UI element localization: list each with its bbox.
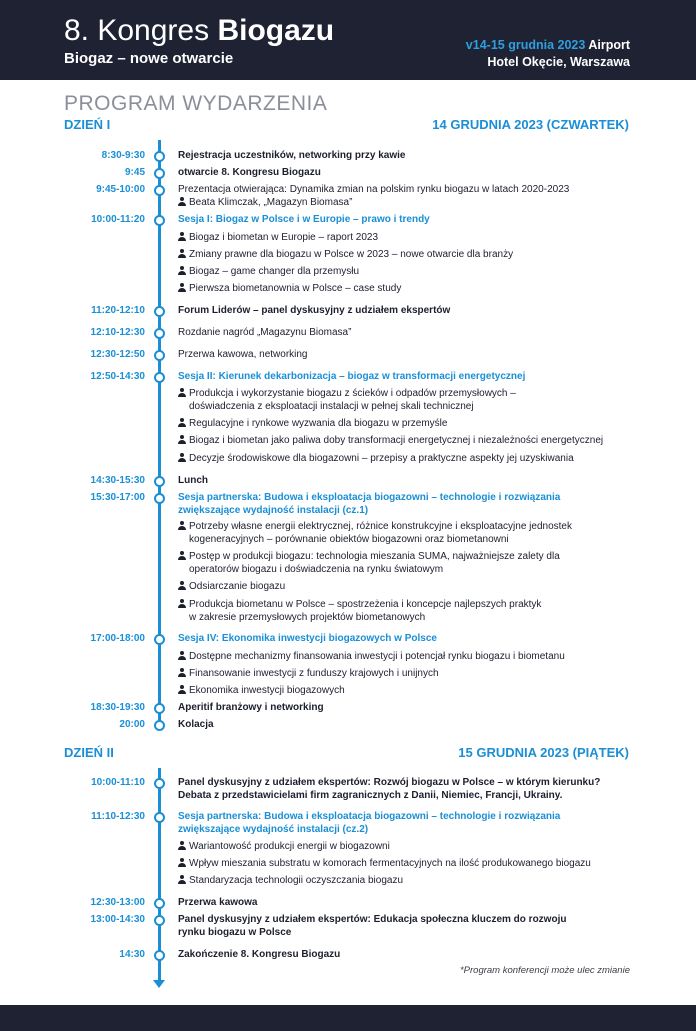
person-icon: [178, 435, 186, 444]
timeline-dot: [154, 372, 165, 383]
person-icon: [178, 858, 186, 867]
program-title: PROGRAM WYDARZENIA: [64, 92, 328, 115]
timeline-dot: [154, 350, 165, 361]
person-icon: [178, 453, 186, 462]
person-icon: [178, 599, 186, 608]
session-item: Standaryzacja technologii oczyszczania biogazu: [178, 874, 638, 887]
timeline-dot: [154, 950, 165, 961]
timeline-dot: [154, 634, 165, 645]
event-title: 8. Kongres Biogazu: [64, 14, 335, 47]
event-date-place: v14-15 grudnia 2023 Airport Hotel Okęcie, Warszawa: [465, 38, 630, 69]
timeline-dot: [154, 915, 165, 926]
timeline-dot: [154, 306, 165, 317]
session-item: Postęp w produkcji biogazu: technologia mieszania SUMA, najważniejsze zalety dla operatorów biogazu i doświadczenia na rynku światowym: [178, 550, 638, 576]
person-icon: [178, 551, 186, 560]
session-item: Wpływ mieszania substratu w komorach fermentacyjnych na ilość produkowanego biogazu: [178, 857, 638, 870]
day1-label: DZIEŃ I: [64, 117, 111, 132]
person-icon: [178, 668, 186, 677]
timeline-dot: [154, 778, 165, 789]
session-item: Produkcja i wykorzystanie biogazu z ścieków i odpadów przemysłowych – doświadczenia z eksploatacji instalacji w pełnej skali technicznej: [178, 387, 638, 413]
person-icon: [178, 283, 186, 292]
session-item: Biogaz i biometan jako paliwa doby transformacji energetycznej i niezależności energetycznej: [178, 434, 638, 447]
timeline-dot: [154, 812, 165, 823]
timeline-arrow-icon: [153, 980, 165, 988]
footnote: *Program konferencji może ulec zmianie: [459, 965, 630, 976]
session-item: Produkcja biometanu w Polsce – spostrzeżenia i koncepcje najlepszych praktyk w zakresie przemysłowych projektów biometanowych: [178, 598, 638, 624]
person-icon: [178, 388, 186, 397]
timeline-dot: [154, 493, 165, 504]
person-icon: [178, 266, 186, 275]
timeline-dot: [154, 151, 165, 162]
session-item: Decyzje środowiskowe dla biogazowni – przepisy a praktyczne aspekty jej uzyskiwania: [178, 452, 638, 465]
timeline-dot: [154, 703, 165, 714]
session-item: Finansowanie inwestycji z funduszy krajowych i unijnych: [178, 667, 638, 680]
day2-date: 15 GRUDNIA 2023 (PIĄTEK): [458, 745, 629, 760]
person-icon: [178, 581, 186, 590]
session-item: Biogaz – game changer dla przemysłu: [178, 265, 638, 278]
speaker: Beata Klimczak, „Magazyn Biomasa”: [178, 196, 638, 209]
event-subtitle: Biogaz – nowe otwarcie: [64, 50, 234, 67]
timeline-dot: [154, 168, 165, 179]
session-item: Potrzeby własne energii elektrycznej, różnice konstrukcyjne i eksploatacyjne jednostek kogeneracyjnych – porównanie obiektów biogazowni oraz biometanowni: [178, 520, 638, 546]
timeline-dot: [154, 215, 165, 226]
person-icon: [178, 197, 186, 206]
session-item: Zmiany prawne dla biogazu w Polsce w 2023 – nowe otwarcie dla branży: [178, 248, 638, 261]
session-item: Odsiarczanie biogazu: [178, 580, 638, 593]
timeline-dot: [154, 898, 165, 909]
timeline-dot: [154, 185, 165, 196]
day2-label: DZIEŃ II: [64, 745, 114, 760]
session-item: Biogaz i biometan w Europie – raport 2023: [178, 231, 638, 244]
header-banner: [0, 0, 696, 80]
timeline-dot: [154, 476, 165, 487]
session-item: Wariantowość produkcji energii w biogazowni: [178, 840, 638, 853]
session-item: Pierwsza biometanownia w Polsce – case study: [178, 282, 638, 295]
person-icon: [178, 685, 186, 694]
footer-bar: [0, 1005, 696, 1031]
person-icon: [178, 249, 186, 258]
person-icon: [178, 418, 186, 427]
timeline-dot: [154, 720, 165, 731]
session-item: Dostępne mechanizmy finansowania inwestycji i potencjał rynku biogazu i biometanu: [178, 650, 638, 663]
person-icon: [178, 651, 186, 660]
session-item: Ekonomika inwestycji biogazowych: [178, 684, 638, 697]
person-icon: [178, 232, 186, 241]
timeline-dot: [154, 328, 165, 339]
person-icon: [178, 841, 186, 850]
day1-date: 14 GRUDNIA 2023 (CZWARTEK): [432, 117, 629, 132]
person-icon: [178, 875, 186, 884]
session-item: Regulacyjne i rynkowe wyzwania dla biogazu w przemyśle: [178, 417, 638, 430]
person-icon: [178, 521, 186, 530]
